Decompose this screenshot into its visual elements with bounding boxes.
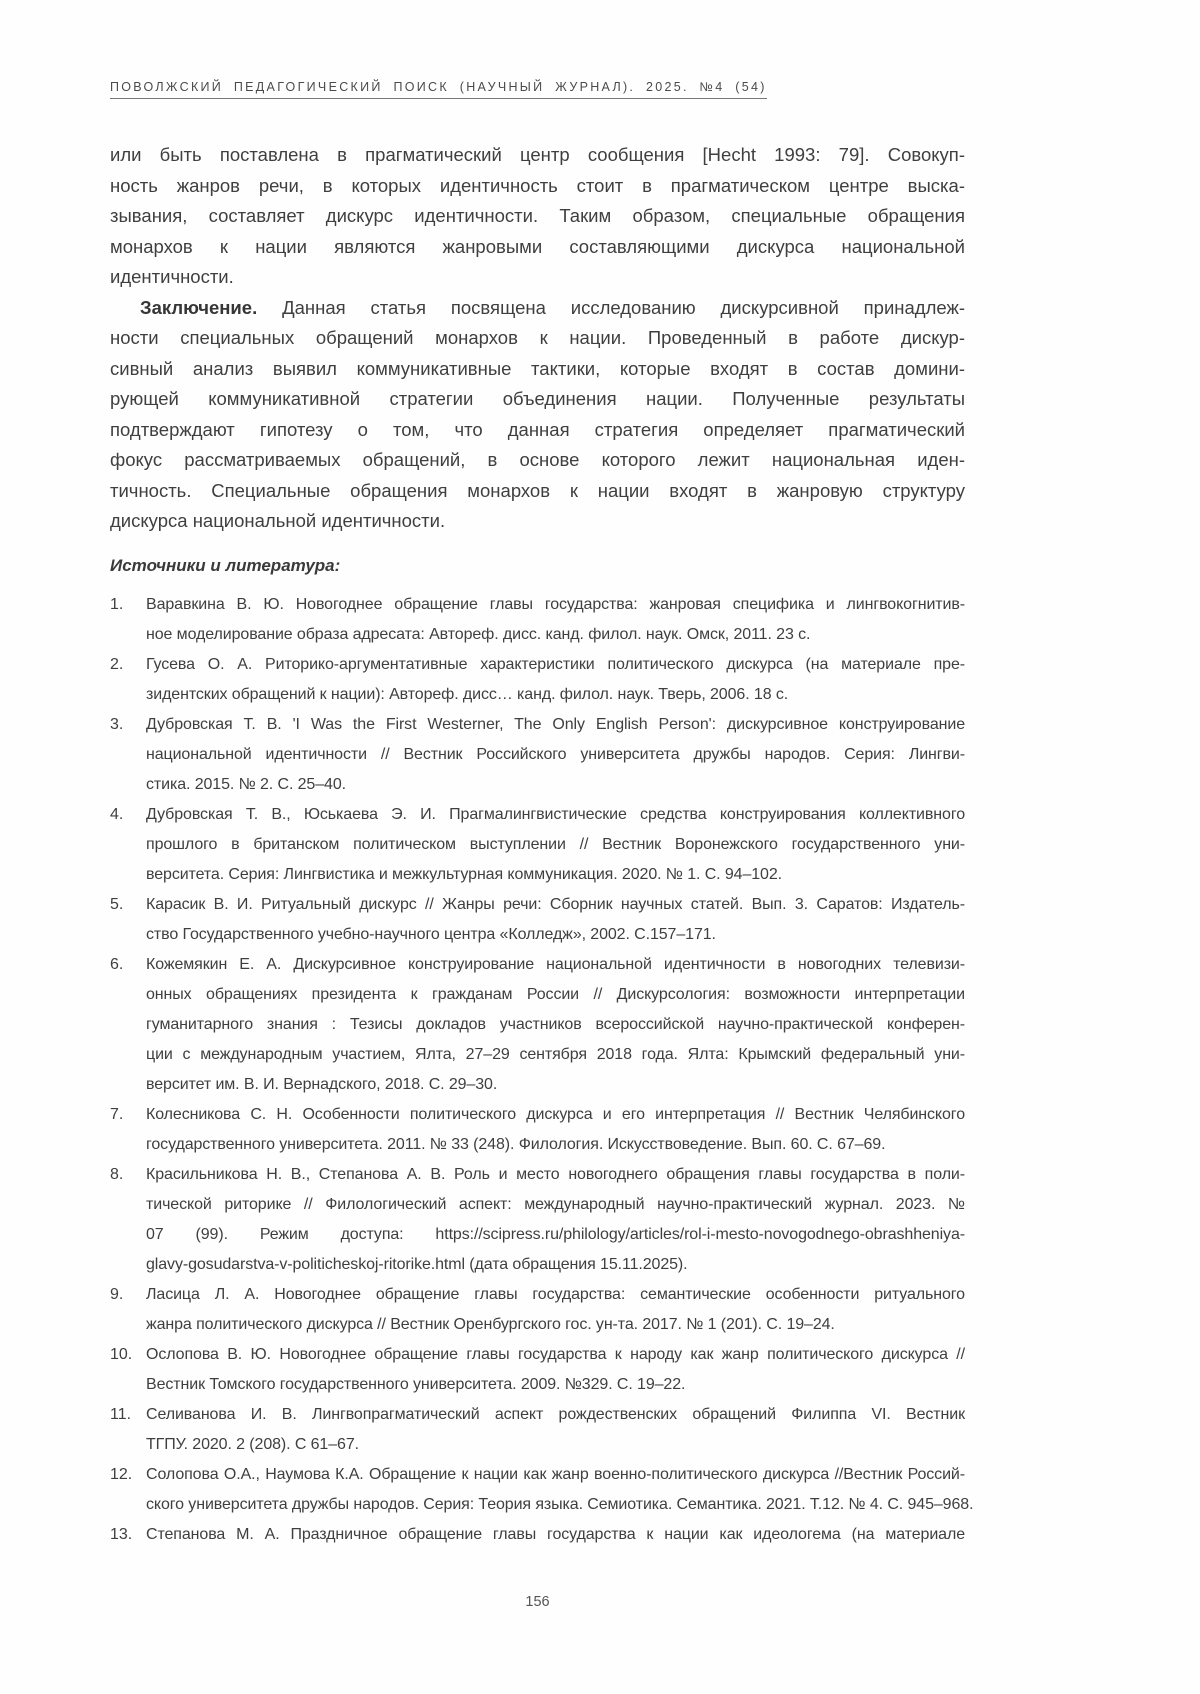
- reference-line: Селиванова И. В. Лингвопрагматический аспект рождественских обращений Филиппа VI. Вестник: [146, 1406, 965, 1423]
- reference-line: glavy-gosudarstva-v-politicheskoj-ritorike.html (дата обращения 15.11.2025).: [146, 1256, 688, 1273]
- reference-item: [110, 1280, 965, 1340]
- text-line: рующей коммуникативной стратегии объединения нации. Полученные результаты: [110, 388, 965, 409]
- reference-text: [146, 710, 965, 800]
- article-body: [110, 140, 965, 537]
- reference-line: стика. 2015. № 2. С. 25–40.: [146, 776, 346, 793]
- reference-number: 1.: [110, 596, 124, 613]
- reference-line: онных обращениях президента к гражданам России // Дискурсология: возможности интерпретации: [146, 986, 965, 1003]
- reference-text: [146, 650, 965, 710]
- reference-text: [146, 1160, 965, 1280]
- reference-item: [110, 1100, 965, 1160]
- reference-line: Колесникова С. Н. Особенности политического дискурса и его интерпретация // Вестник Челябинского: [146, 1106, 965, 1123]
- reference-line: верситет им. В. И. Вернадского, 2018. С. 29–30.: [146, 1076, 498, 1093]
- text-line: тичность. Специальные обращения монархов к нации входят в жанровую структуру: [110, 479, 965, 501]
- reference-item: [110, 800, 965, 890]
- reference-number: 12.: [110, 1466, 133, 1483]
- reference-text: [146, 1340, 965, 1400]
- text-line: идентичности.: [110, 266, 234, 287]
- reference-item: [110, 650, 965, 710]
- reference-line: ции с международным участием, Ялта, 27–29 сентября 2018 года. Ялта: Крымский федеральный уни-: [146, 1046, 965, 1063]
- text-line: ности специальных обращений монархов к нации. Проведенный в работе дискур-: [110, 327, 965, 348]
- text-line: дискурса национальной идентичности.: [110, 510, 446, 531]
- reference-number: 11.: [110, 1406, 132, 1423]
- reference-line: Солопова О.А., Наумова К.А. Обращение к нации как жанр военно-политического дискурса //Вестник Россий-: [146, 1466, 965, 1483]
- reference-line: национальной идентичности // Вестник Российского университета дружбы народов. Серия: Лингви-: [146, 746, 965, 763]
- reference-item: [110, 950, 965, 1100]
- reference-item: [110, 710, 965, 800]
- references-heading: Источники и литература:: [110, 556, 341, 575]
- reference-line: зидентских обращений к нации): Автореф. дисс… канд. филол. наук. Тверь, 2006. 18 с.: [146, 686, 789, 703]
- text-line: ность жанров речи, в которых идентичность стоит в прагматическом центре выска-: [110, 174, 965, 196]
- reference-line: Дубровская Т. В. 'I Was the First Westerner, The Only English Person': дискурсивное конструирование: [146, 716, 965, 733]
- reference-text: [146, 950, 965, 1100]
- reference-number: 10.: [110, 1346, 133, 1363]
- journal-header: [110, 78, 767, 99]
- paragraph-lead: Заключение.: [140, 296, 258, 318]
- reference-item: [110, 1340, 965, 1400]
- reference-text: [146, 1460, 974, 1520]
- reference-item: [110, 1400, 965, 1460]
- reference-item: [110, 1520, 965, 1550]
- reference-line: Дубровская Т. В., Юськаева Э. И. Прагмалингвистические средства конструирования коллективного: [146, 806, 965, 823]
- reference-line: прошлого в британском политическом выступлении // Вестник Воронежского государственного уни-: [146, 836, 965, 853]
- reference-item: [110, 1460, 974, 1520]
- reference-number: 7.: [110, 1106, 124, 1123]
- reference-text: [146, 1100, 965, 1160]
- reference-line: ТГПУ. 2020. 2 (208). С 61–67.: [146, 1436, 359, 1453]
- reference-line: ство Государственного учебно-научного центра «Колледж», 2002. С.157–171.: [146, 926, 716, 943]
- reference-line: Степанова М. А. Праздничное обращение главы государства к нации как идеологема (на материале: [146, 1526, 965, 1543]
- references-section: [110, 556, 974, 1550]
- reference-line: ского университета дружбы народов. Серия: Теория языка. Семиотика. Семантика. 2021. Т.12. № 4. С. 945–968.: [146, 1496, 974, 1513]
- reference-line: Варавкина В. Ю. Новогоднее обращение главы государства: жанровая специфика и лингвокогнитив-: [146, 596, 965, 613]
- reference-item: [110, 590, 965, 650]
- reference-line: Кожемякин Е. А. Дискурсивное конструирование национальной идентичности в новогодних телевизи-: [146, 956, 965, 973]
- text-line: монархов к нации являются жанровыми составляющими дискурса национальной: [110, 235, 965, 257]
- reference-line: ное моделирование образа адресата: Автореф. дисс. канд. филол. наук. Омск, 2011. 23 с.: [146, 626, 811, 643]
- reference-number: 3.: [110, 716, 124, 733]
- reference-line: жанра политического дискурса // Вестник Оренбургского гос. ун-та. 2017. № 1 (201). С. 19–24.: [146, 1316, 835, 1333]
- reference-item: [110, 890, 965, 950]
- reference-line: 07 (99). Режим доступа: https://scipress.ru/philology/articles/rol-i-mesto-novogodnego-obrashheniya-: [146, 1226, 965, 1243]
- reference-line: Вестник Томского государственного университета. 2009. №329. С. 19–22.: [146, 1376, 686, 1393]
- reference-item: [110, 1160, 965, 1280]
- text-line: или быть поставлена в прагматический центр сообщения [Hecht 1993: 79]. Совокуп-: [110, 144, 965, 165]
- reference-number: 13.: [110, 1526, 133, 1543]
- references-list: [110, 590, 974, 1550]
- reference-number: 9.: [110, 1286, 124, 1303]
- reference-line: гуманитарного знания : Тезисы докладов участников всероссийской научно-практической конферен-: [146, 1016, 965, 1033]
- reference-text: [146, 590, 965, 650]
- reference-number: 4.: [110, 806, 124, 823]
- reference-line: Красильникова Н. В., Степанова А. В. Роль и место новогоднего обращения главы государства в поли-: [146, 1166, 965, 1183]
- reference-number: 8.: [110, 1166, 124, 1183]
- reference-line: государственного университета. 2011. № 33 (248). Филология. Искусствоведение. Вып. 60. С. 67–69.: [146, 1136, 886, 1153]
- text-line: подтверждают гипотезу о том, что данная стратегия определяет прагматический: [110, 418, 965, 440]
- text-line: фокус рассматриваемых обращений, в основе которого лежит национальная иден-: [110, 449, 965, 470]
- reference-number: 2.: [110, 656, 124, 673]
- reference-line: Гусева О. А. Риторико-аргументативные характеристики политического дискурса (на материале пре-: [146, 656, 965, 673]
- reference-line: Ласица Л. А. Новогоднее обращение главы государства: семантические особенности ритуального: [146, 1286, 965, 1303]
- reference-line: Ослопова В. Ю. Новогоднее обращение главы государства к народу как жанр политического дискурса //: [146, 1346, 965, 1363]
- text-line: зывания, составляет дискурс идентичности. Таким образом, специальные обращения: [110, 205, 965, 226]
- reference-number: 6.: [110, 956, 124, 973]
- reference-line: верситета. Серия: Лингвистика и межкультурная коммуникация. 2020. № 1. С. 94–102.: [146, 866, 782, 883]
- journal-header-text: ПОВОЛЖСКИЙ ПЕДАГОГИЧЕСКИЙ ПОИСК (НАУЧНЫЙ ЖУРНАЛ). 2025. №4 (54): [110, 80, 767, 99]
- reference-line: Карасик В. И. Ритуальный дискурс // Жанры речи: Сборник научных статей. Вып. 3. Саратов: Издатель-: [146, 896, 965, 913]
- text-line: Заключение. Данная статья посвящена исследованию дискурсивной принадлеж-: [140, 296, 965, 318]
- page-number: 156: [525, 1594, 550, 1610]
- text-line: сивный анализ выявил коммуникативные тактики, которые входят в состав домини-: [110, 357, 965, 379]
- reference-text: [146, 890, 965, 950]
- reference-text: [146, 1520, 965, 1550]
- reference-text: [146, 1400, 965, 1460]
- reference-line: тической риторике // Филологический аспект: международный научно-практический журнал. 2023. №: [146, 1196, 965, 1213]
- reference-text: [146, 800, 965, 890]
- reference-number: 5.: [110, 896, 124, 913]
- reference-text: [146, 1280, 965, 1340]
